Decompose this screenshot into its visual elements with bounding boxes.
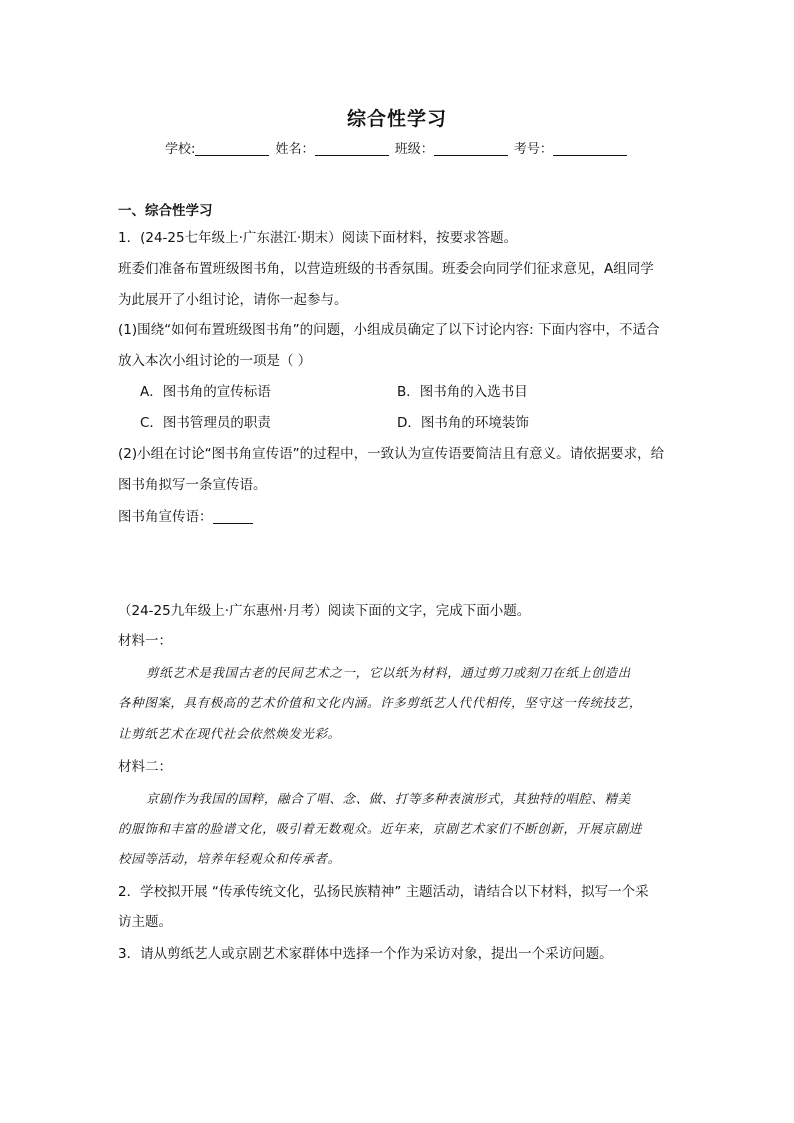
exam-no-blank[interactable]: [553, 141, 627, 156]
page-title: 综合性学习: [346, 108, 447, 130]
class-blank[interactable]: [434, 141, 508, 156]
question-1-intro: 1．(24-25七年级上·广东湛江·期末）阅读下面材料，按要求答题。: [118, 230, 518, 246]
answer-blank[interactable]: [213, 509, 253, 524]
option-b: B．图书角的入选书目: [397, 384, 528, 400]
sub-question-2-line: (2)小组在讨论“图书角宣传语”的过程中，一致认为宣传语要简洁且有意义。请依据要求，给: [118, 446, 665, 462]
exam-no-label: 考号：: [513, 142, 553, 157]
material-2-line: 的服饰和丰富的脸谱文化，吸引着无数观众。近年来，京剧艺术家们不断创新，开展京剧进: [118, 821, 643, 836]
material-2-line: 校园等活动，培养年轻观众和传承者。: [118, 851, 341, 866]
sub-question-2-line: 图书角拟写一条宣传语。: [118, 477, 267, 493]
material-1-label: 材料一：: [118, 633, 172, 649]
class-label: 班级：: [394, 142, 434, 157]
sub-question-1-line: 放入本次小组讨论的一项是（ ）: [118, 353, 312, 369]
name-label: 姓名：: [275, 142, 315, 157]
answer-label: 图书角宣传语：: [118, 509, 213, 525]
question-2-line: 访主题。: [118, 914, 172, 930]
name-blank[interactable]: [315, 141, 389, 156]
material-2-label: 材料二：: [118, 759, 172, 775]
material-1-line: 各种图案，具有极高的艺术价值和文化内涵。许多剪纸艺人代代相传，坚守这一传统技艺，: [118, 695, 643, 710]
student-info-line: [165, 138, 629, 157]
option-a: A．图书角的宣传标语: [140, 384, 271, 400]
question-1-material-line: 为此展开了小组讨论，请你一起参与。: [118, 292, 348, 308]
section-heading: 一、综合性学习: [118, 203, 213, 219]
sub-question-1-line: (1)围绕“如何布置班级图书角”的问题，小组成员确定了以下讨论内容: 下面内容中，不适合: [118, 322, 660, 338]
question-group-intro: （24-25九年级上·广东惠州·月考）阅读下面的文字，完成下面小题。: [118, 603, 531, 619]
material-1-line: 让剪纸艺术在现代社会依然焕发光彩。: [118, 726, 341, 741]
option-c: C．图书管理员的职责: [140, 415, 271, 431]
material-1-line: 剪纸艺术是我国古老的民间艺术之一，它以纸为材料，通过剪刀或刻刀在纸上创造出: [146, 665, 631, 680]
school-label: 学校:: [165, 142, 196, 157]
material-2-line: 京剧作为我国的国粹，融合了唱、念、做、打等多种表演形式，其独特的唱腔、精美: [146, 791, 631, 806]
answer-line: [118, 507, 253, 527]
question-1-material-line: 班委们准备布置班级图书角，以营造班级的书香氛围。班委会向同学们征求意见，A组同学: [118, 261, 654, 277]
question-2-line: 2．学校拟开展 “传承传统文化，弘扬民族精神” 主题活动，请结合以下材料，拟写一个采: [118, 884, 649, 900]
question-3-line: 3．请从剪纸艺人或京剧艺术家群体中选择一个作为采访对象，提出一个采访问题。: [118, 946, 613, 962]
school-blank[interactable]: [195, 141, 269, 156]
option-d: D．图书角的环境装饰: [397, 415, 529, 431]
